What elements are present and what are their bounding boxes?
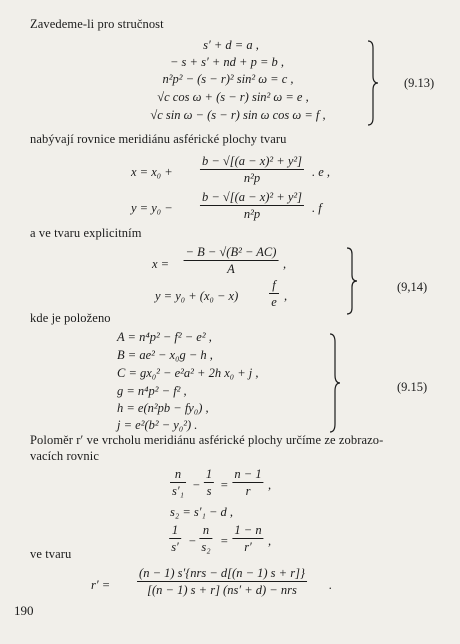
eq-x-numerator: b − √[(a − x)² + y²] [201, 154, 303, 168]
eq-x-lhs: x = x₀ + [131, 165, 173, 179]
eq-9-15-A: A = n⁴p² − f² − e² , [117, 330, 212, 344]
eq-9-13-line-4: √c cos ω + (s − r) sin² ω = e , [157, 90, 309, 104]
eq-y-lhs: y = y₀ − [131, 201, 173, 215]
eq-9-14-x-tail: , [283, 257, 287, 271]
eq4-frac-1-sp [169, 523, 181, 554]
eq4-frac-n-1-r-num: n − 1 [234, 467, 262, 481]
eq4-frac-n-1-r-den: r [245, 484, 251, 498]
page-number: 190 [14, 603, 34, 618]
eq4-equals-3: = [220, 534, 229, 548]
final-eq-denominator: [(n − 1) s + r] (ns′ + d) − nrs [147, 583, 297, 597]
eq-9-14-y-denominator: e [271, 295, 277, 309]
eq-9-15-j: j = e²(b² − y₀²) . [117, 418, 198, 432]
intro-text: Zavedeme-li pro stručnost [30, 17, 164, 31]
equation-number-9-13: (9.13) [404, 76, 435, 90]
eq-9-13-line-2: − s + s′ + nd + p = b , [169, 55, 285, 69]
eq4-frac-1-s-num: 1 [205, 467, 213, 481]
eq4-frac-1-n-rp [232, 523, 263, 554]
eq-y-fraction [200, 190, 304, 221]
eq-y-fraction-bar [200, 205, 304, 206]
eq-y-tail: . f [312, 201, 322, 215]
eq4-frac-1-s-den: s [206, 484, 212, 498]
eq-y-numerator: b − √[(a − x)² + y²] [201, 190, 303, 204]
eq4-minus-3: − [188, 534, 197, 548]
eq-y-denominator: n²p [243, 207, 261, 221]
paragraph-text-6: ve tvaru [30, 547, 72, 561]
right-brace-9-14 [345, 247, 359, 315]
eq-9-14-y-fraction [269, 278, 279, 309]
equation-number-9-14: (9,14) [397, 280, 428, 294]
right-brace-9-13 [366, 40, 380, 126]
eq-9-15-C: C = gx₀² − e²a² + 2h x₀ + j , [117, 366, 259, 380]
eq4-frac-1-sp-bar [169, 538, 181, 539]
eq-x-fraction [200, 154, 304, 185]
eq4-frac-n-s1-bar [170, 482, 186, 483]
eq-9-14-x-denominator: A [227, 262, 235, 276]
final-eq-tail: . [329, 578, 333, 592]
right-brace-9-15 [328, 333, 342, 433]
eq4-frac-1-s-bar [204, 482, 214, 483]
paragraph-text-5b: vacích rovnic [30, 449, 99, 463]
paragraph-text-4: kde je položeno [30, 311, 111, 325]
eq-9-14-y-tail: , [284, 289, 288, 303]
eq-9-14-x-numerator: − B − √(B² − AC) [185, 245, 277, 259]
eq4-line-2: s₂ = s′₁ − d , [170, 505, 234, 519]
eq4-frac-1-sp-num: 1 [171, 523, 179, 537]
final-eq-fraction-bar [137, 581, 307, 582]
eq4-frac-n-s1-num: n [174, 467, 182, 481]
equation-number-9-15: (9.15) [397, 380, 428, 394]
eq4-end-1: , [268, 478, 272, 492]
eq-9-15-B: B = ae² − x₀g − h , [117, 348, 213, 362]
eq4-frac-1-s [204, 467, 214, 498]
eq-9-13-line-3: n²p² − (s − r)² sin² ω = c , [162, 72, 294, 86]
eq4-end-3: , [268, 534, 272, 548]
eq4-frac-1-n-rp-den: r′ [244, 540, 252, 554]
eq4-frac-n-s2 [199, 523, 212, 554]
eq-9-14-x-lhs: x = [152, 257, 170, 271]
eq4-frac-n-s2-bar [199, 538, 212, 539]
eq4-frac-1-sp-den: s′ [171, 540, 179, 554]
eq-9-14-y-fraction-bar [269, 293, 279, 294]
eq4-frac-n-1-r-bar [232, 482, 263, 483]
eq4-frac-n-s2-num: n [202, 523, 210, 537]
final-eq-fraction [137, 566, 307, 597]
final-eq-numerator: (n − 1) s′{nrs − d[(n − 1) s + r]} [139, 566, 305, 580]
eq-x-fraction-bar [200, 169, 304, 170]
eq4-frac-1-n-rp-bar [232, 538, 263, 539]
eq-9-13-line-5: √c sin ω − (s − r) sin ω cos ω = f , [150, 108, 326, 122]
eq4-frac-1-n-rp-num: 1 − n [234, 523, 262, 537]
paragraph-text-3: a ve tvaru explicitním [30, 226, 142, 240]
paragraph-text-2: nabývají rovnice meridiánu asférické plochy tvaru [30, 132, 287, 146]
eq4-frac-n-s1 [170, 467, 186, 498]
eq4-minus-1: − [192, 478, 201, 492]
eq4-frac-n-1-r [232, 467, 263, 498]
eq-9-14-x-fraction [184, 245, 279, 276]
final-eq-lhs: r′ = [91, 578, 111, 592]
paragraph-text-5a: Poloměr r′ ve vrcholu meridiánu asférické plochy určíme ze zobrazo- [30, 433, 384, 447]
eq-9-15-h: h = e(n²pb − fy₀) , [117, 401, 209, 415]
eq-x-denominator: n²p [243, 171, 261, 185]
eq4-equals-1: = [220, 478, 229, 492]
eq4-frac-n-s2-den: s₂ [201, 540, 211, 554]
eq-9-14-x-fraction-bar [184, 260, 279, 261]
eq-9-13-line-1: s′ + d = a , [203, 38, 259, 52]
eq-9-15-g: g = n⁴p² − f² , [117, 384, 187, 398]
eq-9-14-y-numerator: f [272, 278, 276, 292]
eq4-frac-n-s1-den: s′₁ [172, 484, 184, 498]
eq-x-tail: . e , [312, 165, 331, 179]
eq-9-14-y-lhs: y = y₀ + (x₀ − x) [155, 289, 239, 303]
